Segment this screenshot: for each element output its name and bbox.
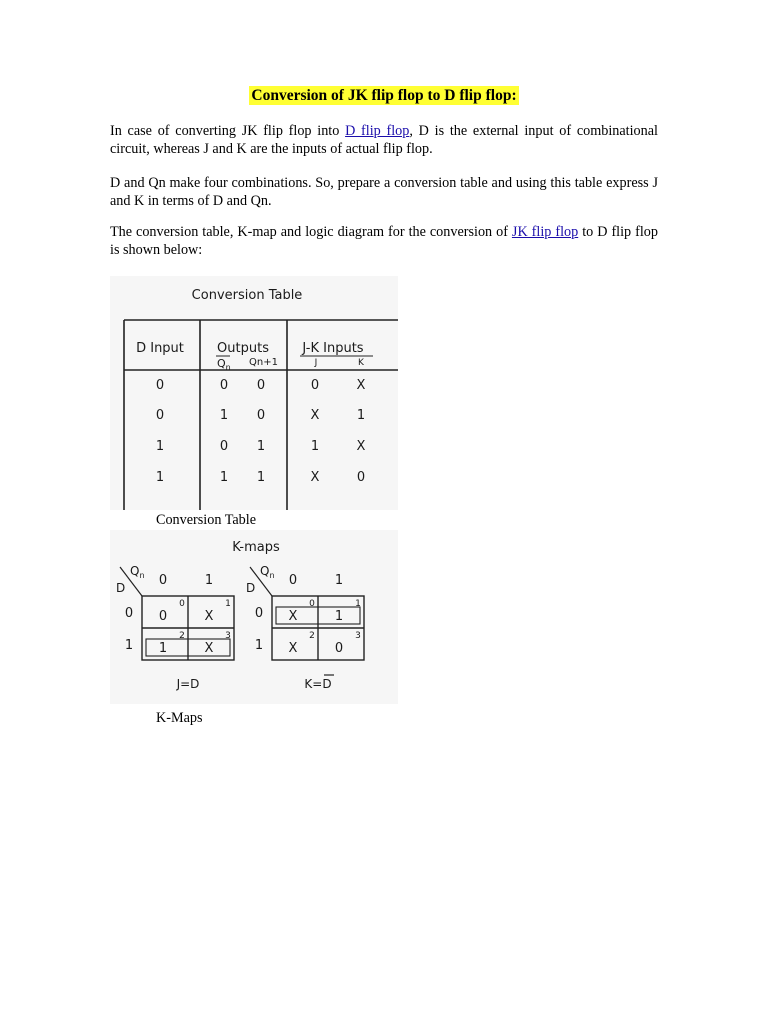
table-cell-j-row-2: X bbox=[310, 408, 320, 423]
kmaps-svg bbox=[110, 530, 398, 704]
table-cell-k-row-2: 1 bbox=[356, 408, 366, 423]
table-cell-d-row-1: 0 bbox=[155, 378, 165, 393]
table-cell-qn-row-4: 1 bbox=[219, 470, 229, 485]
table-cell-qn-row-1: 0 bbox=[219, 378, 229, 393]
kmap-2-row-label-1: 1 bbox=[254, 638, 264, 653]
kmap-1-row-label-1: 1 bbox=[124, 638, 134, 653]
table-cell-qn1-row-2: 0 bbox=[256, 408, 266, 423]
kmap-2-equation: K=D bbox=[304, 677, 332, 691]
kmap-1-row-label-0: 0 bbox=[124, 606, 134, 621]
kmap-2-cell-index-0: 0 bbox=[309, 599, 315, 609]
conversion-table-heading: Conversion Table bbox=[191, 288, 303, 303]
kmap-1-cell-index-2: 2 bbox=[179, 631, 185, 641]
header-k: K bbox=[358, 358, 364, 368]
kmap-2-col-label-0: 0 bbox=[288, 573, 298, 588]
header-d-input: D Input bbox=[136, 341, 184, 356]
table-cell-qn1-row-3: 1 bbox=[256, 439, 266, 454]
paragraph-shown-text-2: to D flip flop is shown below: bbox=[110, 224, 658, 258]
paragraph-intro-text-1: In case of converting JK flip flop into bbox=[110, 123, 346, 139]
kmap-1-qn-sub: n bbox=[139, 571, 145, 580]
kmap-1 bbox=[116, 564, 234, 691]
caption-conversion-table: Conversion Table bbox=[156, 512, 257, 528]
kmap-1-equation: J=D bbox=[176, 677, 200, 691]
kmap-1-cell-3: X bbox=[204, 641, 214, 656]
kmap-2-cell-index-1: 1 bbox=[355, 599, 361, 609]
header-qn-sub: n bbox=[225, 363, 231, 372]
kmap-2-cell-2: X bbox=[288, 641, 298, 656]
table-cell-d-row-4: 1 bbox=[155, 470, 165, 485]
paragraph-shown-text-1: The conversion table, K-map and logic diagram for the conversion of bbox=[110, 224, 512, 240]
page-title: Conversion of JK flip flop to D flip flop: bbox=[251, 87, 517, 104]
jk-flip-flop-link[interactable]: JK flip flop bbox=[511, 224, 579, 240]
table-cell-k-row-3: X bbox=[356, 439, 366, 454]
table-cell-qn-row-2: 1 bbox=[219, 408, 229, 423]
kmap-2-d-label: D bbox=[246, 581, 256, 595]
kmaps-heading: K-maps bbox=[232, 540, 280, 555]
header-j: J bbox=[314, 358, 318, 368]
paragraph-intro-text-2: , D is the external input of combinational circuit, whereas J and K are the inputs of actual flip flop. bbox=[110, 123, 658, 157]
table-cell-qn1-row-1: 0 bbox=[256, 378, 266, 393]
table-rows bbox=[156, 378, 366, 485]
header-qn-letter: Q bbox=[217, 357, 226, 370]
table-cell-d-row-2: 0 bbox=[155, 408, 165, 423]
table-cell-d-row-3: 1 bbox=[155, 439, 165, 454]
d-flip-flop-link[interactable]: D flip flop bbox=[345, 123, 410, 139]
table-cell-j-row-3: 1 bbox=[310, 439, 320, 454]
kmap-2-qn-label bbox=[260, 564, 275, 580]
kmap-2-row-label-0: 0 bbox=[254, 606, 264, 621]
header-outputs: Outputs bbox=[217, 341, 269, 356]
table-cell-k-row-4: 0 bbox=[356, 470, 366, 485]
kmap-2-col-label-1: 1 bbox=[334, 573, 344, 588]
kmap-1-cell-index-3: 3 bbox=[225, 631, 231, 641]
header-jk-inputs: J-K Inputs bbox=[302, 341, 364, 356]
kmap-2-qn-sub: n bbox=[269, 571, 275, 580]
kmap-2-cell-index-2: 2 bbox=[309, 631, 315, 641]
table-cell-j-row-4: X bbox=[310, 470, 320, 485]
kmap-2-cell-0: X bbox=[288, 609, 298, 624]
table-cell-qn-row-3: 0 bbox=[219, 439, 229, 454]
kmap-1-d-label: D bbox=[116, 581, 126, 595]
kmap-1-qn-letter: Q bbox=[130, 564, 140, 578]
kmap-1-cell-2: 1 bbox=[158, 641, 168, 656]
kmap-2-cell-3: 0 bbox=[334, 641, 344, 656]
table-cell-qn1-row-4: 1 bbox=[256, 470, 266, 485]
kmap-1-col-label-0: 0 bbox=[158, 573, 168, 588]
kmap-1-cell-index-1: 1 bbox=[225, 599, 231, 609]
kmap-1-cell-1: X bbox=[204, 609, 214, 624]
paragraph-intro bbox=[110, 122, 658, 158]
kmap-2-cell-1: 1 bbox=[334, 609, 344, 624]
table-cell-j-row-1: 0 bbox=[310, 378, 320, 393]
kmap-1-qn-label bbox=[130, 564, 145, 580]
kmaps-figure bbox=[110, 530, 398, 704]
conversion-table-figure bbox=[110, 276, 398, 510]
kmap-1-cell-0: 0 bbox=[158, 609, 168, 624]
paragraph-shown-below bbox=[110, 223, 658, 259]
paragraph-combinations: D and Qn make four combinations. So, prepare a conversion table and using this table express J and K in terms of D and Qn. bbox=[110, 175, 658, 209]
kmap-2-cell-index-3: 3 bbox=[355, 631, 361, 641]
header-qn bbox=[217, 357, 231, 372]
kmap-1-col-label-1: 1 bbox=[204, 573, 214, 588]
caption-kmaps: K-Maps bbox=[156, 710, 203, 726]
header-qn1: Qn+1 bbox=[249, 357, 278, 368]
kmap-1-cell-index-0: 0 bbox=[179, 599, 185, 609]
table-cell-k-row-1: X bbox=[356, 378, 366, 393]
conversion-table-svg bbox=[110, 276, 398, 510]
kmap-2-qn-letter: Q bbox=[260, 564, 270, 578]
kmap-2 bbox=[246, 564, 364, 691]
page-title-wrap bbox=[0, 86, 768, 105]
